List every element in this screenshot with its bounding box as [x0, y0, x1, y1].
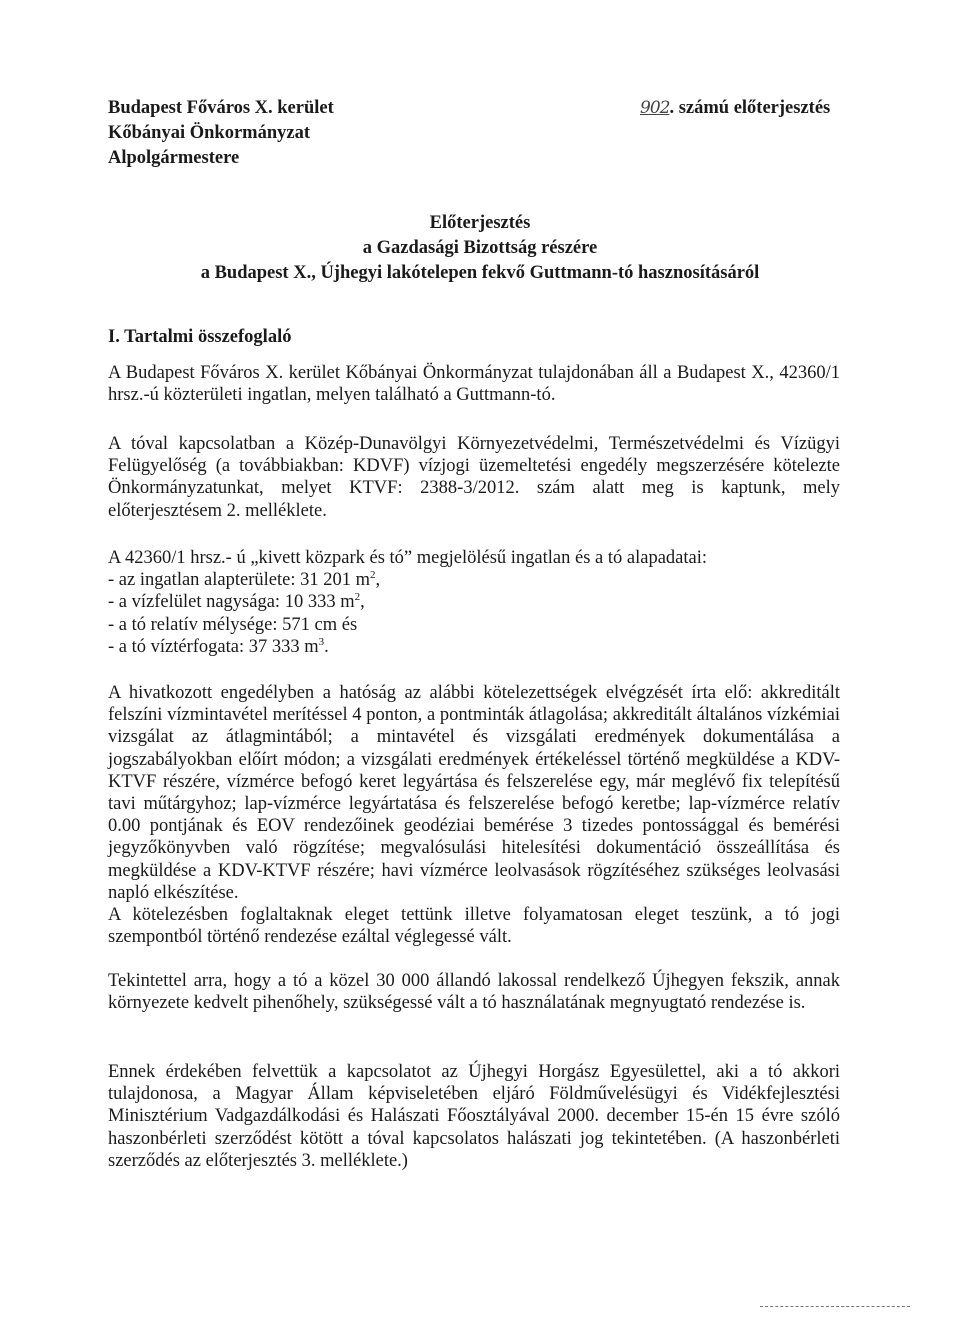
title-line-1: Előterjesztés — [429, 213, 531, 233]
document-title — [0, 211, 960, 286]
list-item: - a tó relatív mélysége: 571 cm és — [108, 614, 358, 635]
paragraph-5 — [108, 970, 840, 1014]
paragraph-1 — [108, 362, 840, 406]
section-heading: I. Tartalmi összefoglaló — [108, 327, 292, 347]
list-item: - a vízfelület nagysága: 10 333 $m^2$, — [108, 591, 365, 613]
list-item: - a tó víztérfogata: 37 333 $m^3$. — [108, 635, 329, 657]
paragraph-4-text: A kötelezésben foglaltaknak eleget tettünk illetve folyamatosan eleget teszünk, a tó jogi szempontból történő rendezése ezáltal véglegessé vált. — [108, 905, 840, 948]
paragraph-1-text: A Budapest Főváros X. kerület Kőbányai Önkormányzat tulajdonában áll a Budapest X., 42360/1 hrsz.-ú közterületi ingatlan, melyen található a Guttmann-tó. — [108, 363, 840, 406]
proposal-number-suffix: . számú előterjesztés — [669, 98, 831, 118]
title-line-3: a Budapest X., Újhegyi lakótelepen fekvő Guttmann-tó hasznosításáról — [200, 263, 760, 283]
paragraph-3-text: A hivatkozott engedélyben a hatóság az alábbi kötelezettségek elvégzését írta elő: akkreditált felszíni vízmintavétel merítéssel 4 ponton, a pontminták átlagolása; akkreditált általános vízkémiai vizsgálat az átlagmintából; a mintavétel és vizsgálati eredmények dokumentálása a jogszabályokban előírt módon; a vizsgálati eredmények értékeléssel történő megküldése a KDV-KTVF részére, vízmérce befogó keret legyártása és felszerelése egy, már meglévő fix telepítésű tavi műtárgyhoz; lap-vízmérce legyártatása és felszerelése befogó keretbe; lap-vízmérce relatív 0.00 pontjának és EOV rendezőinek geodéziai bemérése 3 tizedes pontossággal és bemérési jegyzőkönyvben való rögzítése; megvalósulási hitelesítési dokumentáció összeállítása és megküldése a KDV-KTVF részére; havi vízmérce leolvasások rögzítéséhez szükséges leolvasási napló elkészítése. — [108, 683, 840, 903]
issuer-block — [108, 96, 334, 171]
paragraph-2 — [108, 433, 840, 522]
handwritten-number: 902 — [640, 98, 670, 118]
proposal-number — [640, 96, 830, 121]
footer-rule — [760, 1306, 910, 1307]
paragraph-2-text: A tóval kapcsolatban a Közép-Dunavölgyi Környezetvédelmi, Természetvédelmi és Vízügyi Felügyelőség (a továbbiakban: KDVF) vízjogi üzemeltetési engedély megszerzésére kötelezte Önkormányzatunkat, melyet KTVF: 2388-3/2012. szám alatt meg is kaptunk, mely előterjesztésem 2. melléklete. — [108, 434, 840, 521]
list-item: - az ingatlan alapterülete: 31 201 $m^2$, — [108, 569, 381, 591]
property-data-intro: A 42360/1 hrsz.- ú „kivett közpark és tó” megjelölésű ingatlan és a tó alapadatai: — [108, 548, 708, 568]
paragraph-6 — [108, 1061, 840, 1172]
issuer-line-3: Alpolgármestere — [108, 148, 240, 168]
issuer-line-2: Kőbányai Önkormányzat — [108, 123, 310, 143]
title-line-2: a Gazdasági Bizottság részére — [362, 238, 598, 258]
paragraph-5-text: Tekintettel arra, hogy a tó a közel 30 000 állandó lakossal rendelkező Újhegyen fekszik, annak környezete kedvelt pihenőhely, szükségessé vált a tó használatának megnyugtató rendezése is. — [108, 971, 840, 1014]
paragraph-3 — [108, 682, 840, 948]
issuer-line-1: Budapest Főváros X. kerület — [108, 98, 334, 118]
property-data — [108, 547, 840, 658]
paragraph-6-text: Ennek érdekében felvettük a kapcsolatot az Újhegyi Horgász Egyesülettel, aki a tó akkori tulajdonosa, a Magyar Állam képviseletében eljáró Földművelésügyi és Vidékfejlesztési Minisztérium Vadgazdálkodási és Halászati Főosztályával 2000. december 15-én 15 évre szóló haszonbérleti szerződést kötött a tóval kapcsolatos halászati jog tekintetében. (A haszonbérleti szerződés az előterjesztés 3. melléklete.) — [108, 1062, 840, 1171]
